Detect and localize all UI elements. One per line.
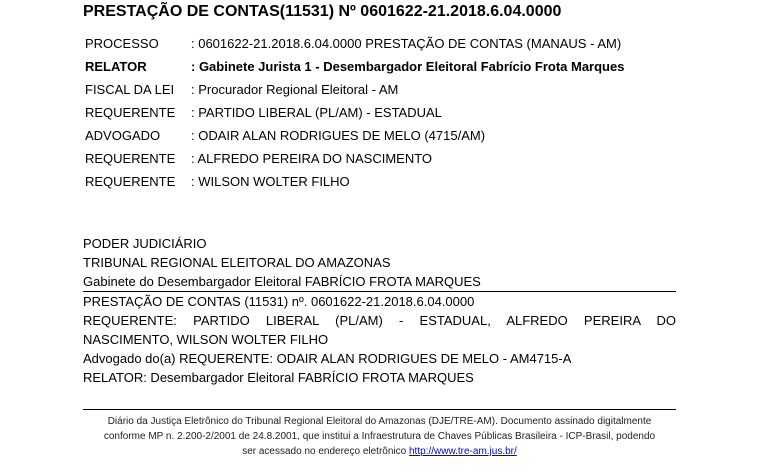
process-metadata — [85, 34, 624, 195]
footer-line: conforme MP n. 2.200-2/2001 de 24.8.2001, que institui a Infraestrutura de Chaves Públicas Brasileira - ICP-Brasil, podendo — [103, 431, 656, 442]
body-line-prestacao: PRESTAÇÃO DE CONTAS (11531) nº. 0601622-21.2018.6.04.0000 — [83, 294, 475, 309]
body-line-requerente-cont: NASCIMENTO, WILSON WOLTER FILHO — [83, 332, 329, 347]
meta-row-fiscal-da-lei — [85, 80, 624, 103]
meta-row-requerente — [85, 103, 624, 126]
footer-line: Diário da Justiça Eletrônico do Tribunal Regional Eleitoral do Amazonas (DJE/TRE-AM). Documento assinado digitalmente — [107, 416, 652, 427]
meta-label: RELATOR — [85, 59, 147, 74]
meta-row-requerente — [85, 149, 624, 172]
page-title: PRESTAÇÃO DE CONTAS(11531) Nº 0601622-21.2018.6.04.0000 — [83, 3, 562, 20]
meta-row-requerente — [85, 172, 624, 195]
meta-label: REQUERENTE — [85, 151, 176, 166]
page-footer — [83, 409, 676, 459]
decision-header — [83, 234, 676, 387]
body-line-advogado: Advogado do(a) REQUERENTE: ODAIR ALAN RODRIGUES DE MELO - AM4715-A — [83, 351, 572, 366]
meta-label: REQUERENTE — [85, 105, 176, 120]
body-line-relator: RELATOR: Desembargador Eleitoral FABRÍCIO FROTA MARQUES — [83, 370, 474, 385]
meta-row-processo — [85, 34, 624, 57]
meta-value: : Gabinete Jurista 1 - Desembargador Eleitoral Fabrício Frota Marques — [191, 59, 625, 74]
footer-link[interactable]: http://www.tre-am.jus.br/ — [408, 446, 517, 457]
footer-line-prefix: ser acessado no endereço eletrônico — [242, 446, 409, 457]
body-line-poder-judiciario: PODER JUDICIÁRIO — [83, 236, 207, 251]
meta-value: : WILSON WOLTER FILHO — [191, 174, 350, 189]
meta-row-advogado — [85, 126, 624, 149]
meta-row-relator — [85, 57, 624, 80]
meta-value: : ALFREDO PEREIRA DO NASCIMENTO — [191, 151, 433, 166]
body-line-requerente: REQUERENTE: PARTIDO LIBERAL (PL/AM) - ESTADUAL, ALFREDO PEREIRA DO — [83, 313, 676, 328]
meta-value: : PARTIDO LIBERAL (PL/AM) - ESTADUAL — [191, 105, 442, 120]
meta-value: : 0601622-21.2018.6.04.0000 PRESTAÇÃO DE CONTAS (MANAUS - AM) — [191, 36, 622, 51]
meta-label: PROCESSO — [85, 36, 159, 51]
meta-label: REQUERENTE — [85, 174, 176, 189]
meta-label: FISCAL DA LEI — [85, 82, 175, 97]
footer-line — [83, 444, 676, 459]
body-line-gabinete: Gabinete do Desembargador Eleitoral FABRÍCIO FROTA MARQUES — [83, 274, 481, 289]
meta-label: ADVOGADO — [85, 128, 161, 143]
meta-value: : Procurador Regional Eleitoral - AM — [191, 82, 399, 97]
meta-value: : ODAIR ALAN RODRIGUES DE MELO (4715/AM) — [191, 128, 486, 143]
body-line-tribunal: TRIBUNAL REGIONAL ELEITORAL DO AMAZONAS — [83, 255, 391, 270]
